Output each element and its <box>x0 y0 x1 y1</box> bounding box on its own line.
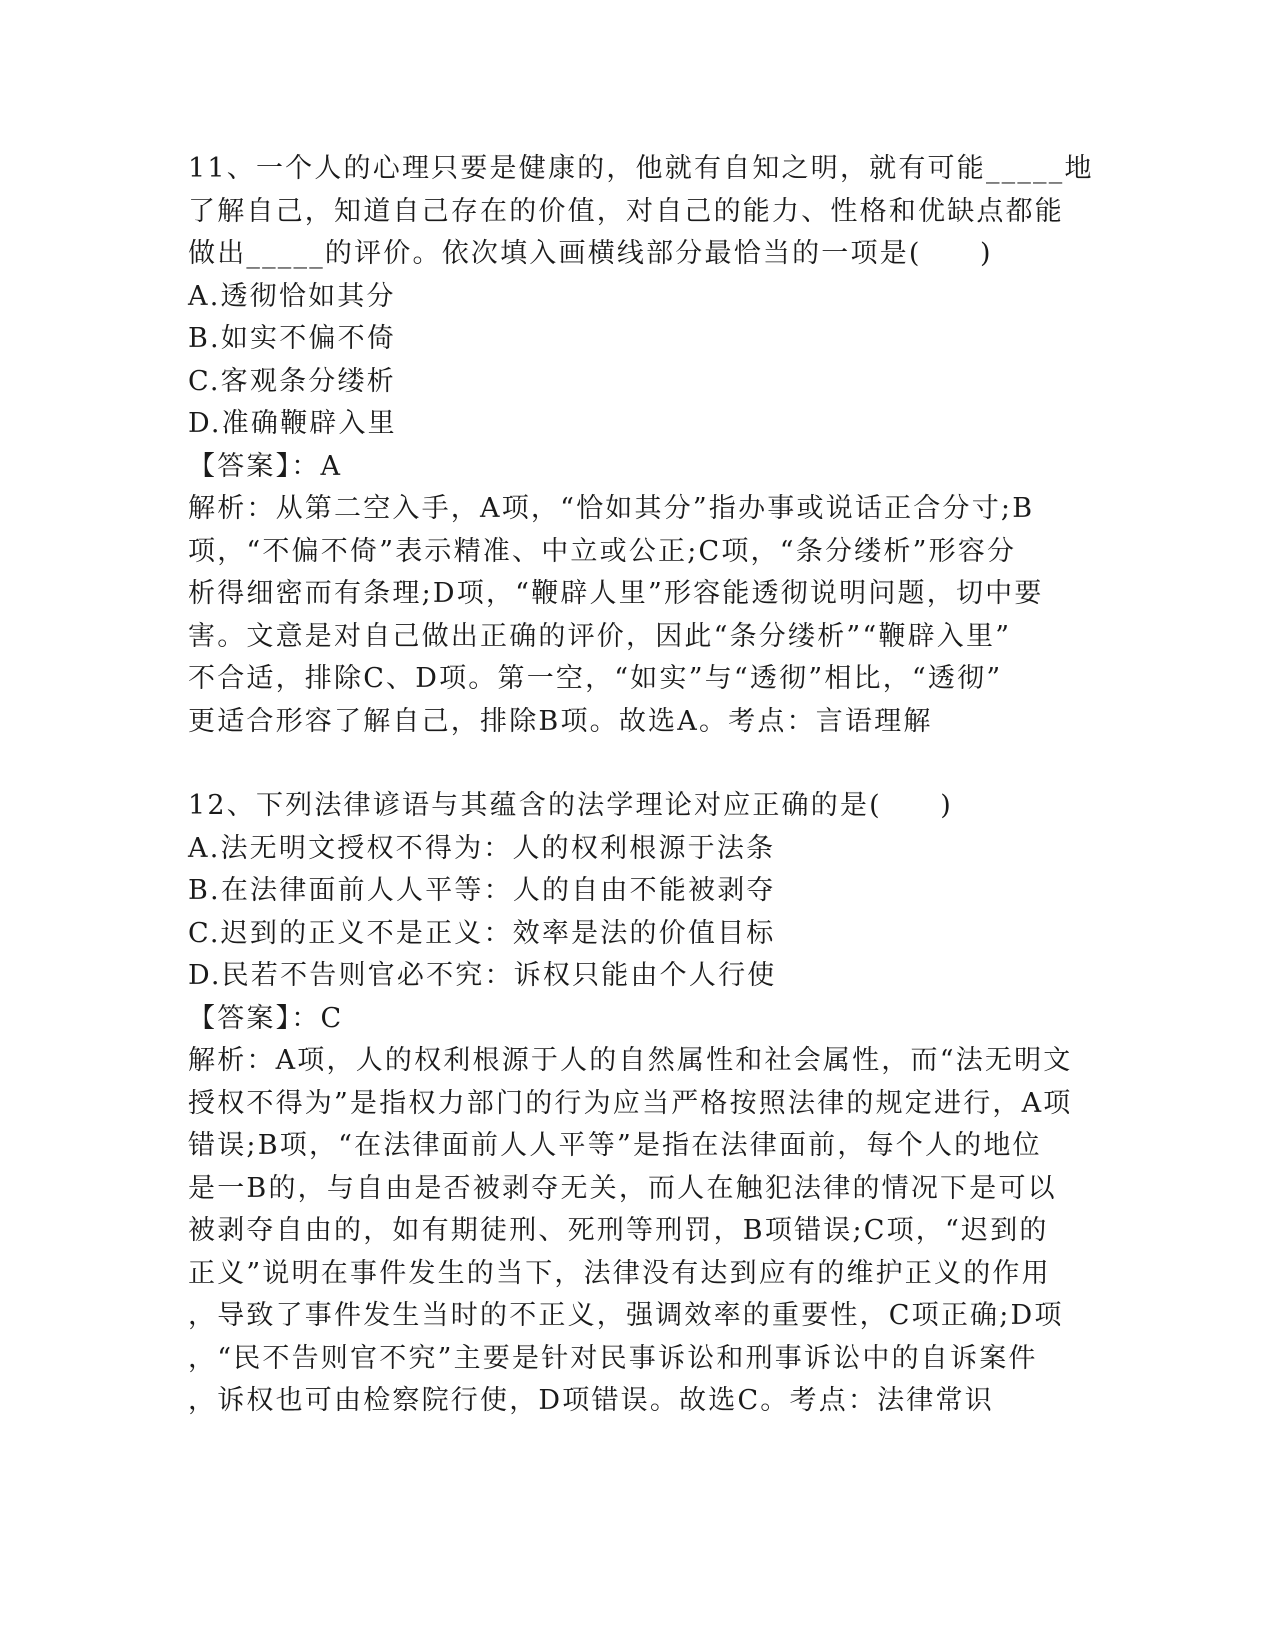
option-c: C.客观条分缕析 <box>188 365 396 397</box>
option-a: A.透彻恰如其分 <box>188 280 396 312</box>
question-stem-line: 了解自己，知道自己存在的价值，对自己的能力、性格和优缺点都能 <box>188 195 1064 227</box>
question-stem-line: 做出_____的评价。依次填入画横线部分最恰当的一项是( ) <box>188 238 993 269</box>
question-stem-line: 12、下列法律谚语与其蕴含的法学理论对应正确的是( ) <box>188 790 954 821</box>
document-page <box>188 148 1094 1423</box>
answer-line: 【答案】：C <box>188 1002 344 1034</box>
analysis-line: 析得细密而有条理;D项，“鞭辟人里”形容能透彻说明问题，切中要 <box>188 578 1044 609</box>
question-stem-line: 11、一个人的心理只要是健康的，他就有自知之明，就有可能_____地 <box>188 153 1094 184</box>
option-b: B.如实不偏不倚 <box>188 323 397 354</box>
analysis-line: 项，“不偏不倚”表示精准、中立或公正;C项，“条分缕析”形容分 <box>188 535 1017 567</box>
question-12 <box>188 785 1088 1423</box>
analysis-line: 害。文意是对自己做出正确的评价，因此“条分缕析”“鞭辟入里” <box>188 620 1012 652</box>
analysis-line: 更适合形容了解自己，排除B项。故选A。考点：言语理解 <box>188 705 933 737</box>
analysis-line: 解析：A项，人的权利根源于人的自然属性和社会属性，而“法无明文 <box>188 1045 1073 1076</box>
analysis-line: 被剥夺自由的，如有期徒刑、死刑等刑罚，B项错误;C项，“迟到的 <box>188 1215 1049 1246</box>
question-11 <box>188 148 1094 743</box>
answer-line: 【答案】：A <box>188 450 343 482</box>
option-d: D.民若不告则官必不究：诉权只能由个人行使 <box>188 960 777 991</box>
option-a: A.法无明文授权不得为：人的权利根源于法条 <box>188 832 776 864</box>
option-d: D.准确鞭辟入里 <box>188 408 397 439</box>
analysis-line: ，“民不告则官不究”主要是针对民事诉讼和刑事诉讼中的自诉案件 <box>188 1342 1038 1374</box>
analysis-line: 错误;B项，“在法律面前人人平等”是指在法律面前，每个人的地位 <box>188 1130 1042 1161</box>
question-spacer <box>188 743 1088 785</box>
analysis-line: 是一B的，与自由是否被剥夺无关，而人在触犯法律的情况下是可以 <box>188 1172 1057 1204</box>
option-c: C.迟到的正义不是正义：效率是法的价值目标 <box>188 917 776 949</box>
analysis-line: 不合适，排除C、D项。第一空，“如实”与“透彻”相比，“透彻” <box>188 663 1003 694</box>
analysis-line: 正义”说明在事件发生的当下，法律没有达到应有的维护正义的作用 <box>188 1257 1051 1289</box>
analysis-line: ，诉权也可由检察院行使，D项错误。故选C。考点：法律常识 <box>188 1385 994 1416</box>
option-b: B.在法律面前人人平等：人的自由不能被剥夺 <box>188 875 776 906</box>
analysis-line: 授权不得为”是指权力部门的行为应当严格按照法律的规定进行，A项 <box>188 1087 1073 1119</box>
analysis-line: 解析：从第二空入手，A项，“恰如其分”指办事或说话正合分寸;B <box>188 493 1035 524</box>
analysis-line: ，导致了事件发生当时的不正义，强调效率的重要性，C项正确;D项 <box>188 1300 1064 1331</box>
